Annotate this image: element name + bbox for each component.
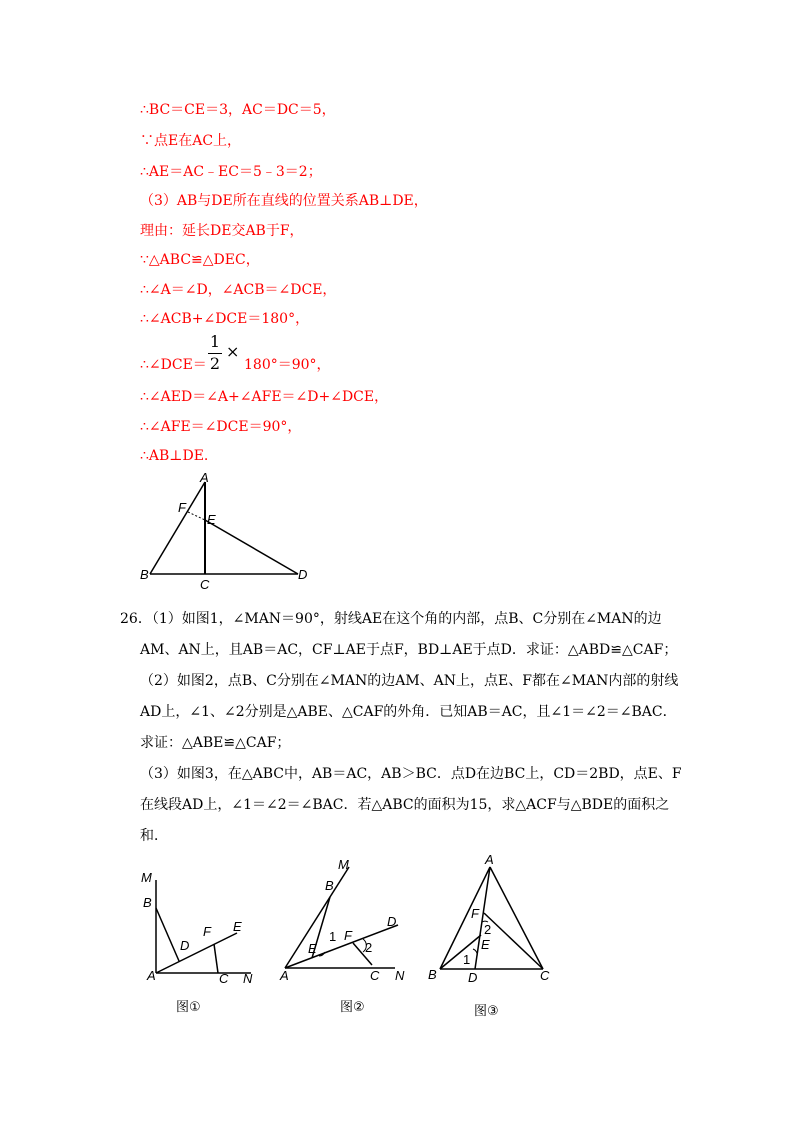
solution-line: ∴∠A＝∠D，∠ACB＝∠DCE，: [140, 282, 337, 298]
fraction-line-prefix: ∴∠DCE＝: [140, 357, 207, 373]
solution-figure: [130, 468, 330, 593]
problem-line: AD上，∠1、∠2分别是△ABE、△CAF的外角．已知AB＝AC，且∠1＝∠2＝∠BAC．: [140, 704, 677, 720]
label-B: B: [140, 567, 149, 582]
fig2-label-N: N: [395, 968, 405, 983]
fig3-label-E: E: [481, 937, 490, 952]
solution-line: ∵△ABC≌△DEC，: [140, 252, 260, 268]
figure-1-caption: 图①: [176, 1000, 201, 1015]
fig2-label-D: D: [387, 914, 397, 929]
solution-line: ∵点E在AC上，: [140, 133, 242, 149]
fig2-label-1: 1: [329, 929, 337, 944]
label-C: C: [200, 577, 210, 592]
fig3-label-2: 2: [484, 922, 492, 937]
problem-line: 和．: [140, 828, 168, 844]
fig1-label-F: F: [203, 924, 211, 939]
fig2-label-B: B: [325, 878, 334, 893]
fig2-label-2: 2: [365, 940, 373, 955]
fig1-label-B: B: [143, 895, 152, 910]
label-F: F: [178, 500, 186, 515]
times-sign: ×: [226, 342, 240, 361]
solution-line: ∴∠AED＝∠A+∠AFE＝∠D+∠DCE，: [140, 389, 389, 405]
fig3-label-F: F: [471, 906, 479, 921]
figure-2-caption: 图②: [340, 1000, 365, 1015]
fig1-label-E: E: [233, 919, 242, 934]
label-D: D: [298, 567, 308, 582]
fig2-label-C: C: [370, 968, 380, 983]
fig1-label-M: M: [141, 870, 152, 885]
fraction-line-suffix: 180°＝90°，: [244, 357, 331, 373]
fig1-label-C: C: [219, 971, 229, 986]
fig2-label-F: F: [344, 928, 352, 943]
label-A: A: [200, 470, 209, 485]
fig3-label-B: B: [428, 967, 437, 982]
fig1-label-N: N: [243, 971, 253, 986]
figure-1: [135, 860, 270, 990]
fig3-label-C: C: [540, 968, 550, 983]
solution-line: （3）AB与DE所在直线的位置关系AB⊥DE，: [140, 193, 428, 209]
solution-line: ∴AB⊥DE.: [140, 448, 209, 464]
problem-line: 在线段AD上，∠1＝∠2＝∠BAC．若△ABC的面积为15，求△ACF与△BDE的面积之: [140, 797, 670, 813]
fig3-label-1: 1: [463, 952, 471, 967]
fraction-numerator: 1: [209, 332, 221, 351]
fraction-denominator: 2: [209, 354, 221, 373]
label-E: E: [207, 512, 216, 527]
fig3-label-D: D: [468, 970, 478, 985]
fig2-label-M: M: [338, 857, 349, 872]
fig1-label-D: D: [180, 938, 190, 953]
problem-line: AM、AN上，且AB＝AC，CF⊥AE于点F，BD⊥AE于点D．求证：△ABD≌△CAF；: [140, 642, 678, 658]
solution-line: ∴BC＝CE＝3，AC＝DC＝5，: [140, 102, 336, 118]
problem-line: 求证：△ABE≌△CAF；: [140, 735, 291, 751]
fig2-label-A: A: [280, 968, 289, 983]
figure-2: [275, 855, 415, 990]
figure-3-caption: 图③: [474, 1004, 499, 1019]
fig2-label-E: E: [308, 941, 317, 956]
fig1-label-A: A: [147, 968, 156, 983]
solution-line: ∴∠AFE＝∠DCE＝90°，: [140, 419, 302, 435]
problem-line: 26．（1）如图1，∠MAN＝90°，射线AE在这个角的内部，点B、C分别在∠MAN的边: [120, 611, 662, 627]
solution-line: ∴AE＝AC﹣EC＝5﹣3＝2；: [140, 164, 322, 180]
problem-line: （2）如图2，点B、C分别在∠MAN的边AM、AN上，点E、F都在∠MAN内部的射线: [140, 673, 679, 689]
solution-line: 理由：延长DE交AB于F，: [140, 223, 304, 239]
figure-3: [425, 852, 560, 992]
fig3-label-A: A: [485, 852, 494, 867]
problem-line: （3）如图3，在△ABC中，AB＝AC，AB＞BC．点D在边BC上，CD＝2BD，点E、F: [140, 766, 682, 782]
solution-line: ∴∠ACB+∠DCE＝180°，: [140, 311, 310, 327]
